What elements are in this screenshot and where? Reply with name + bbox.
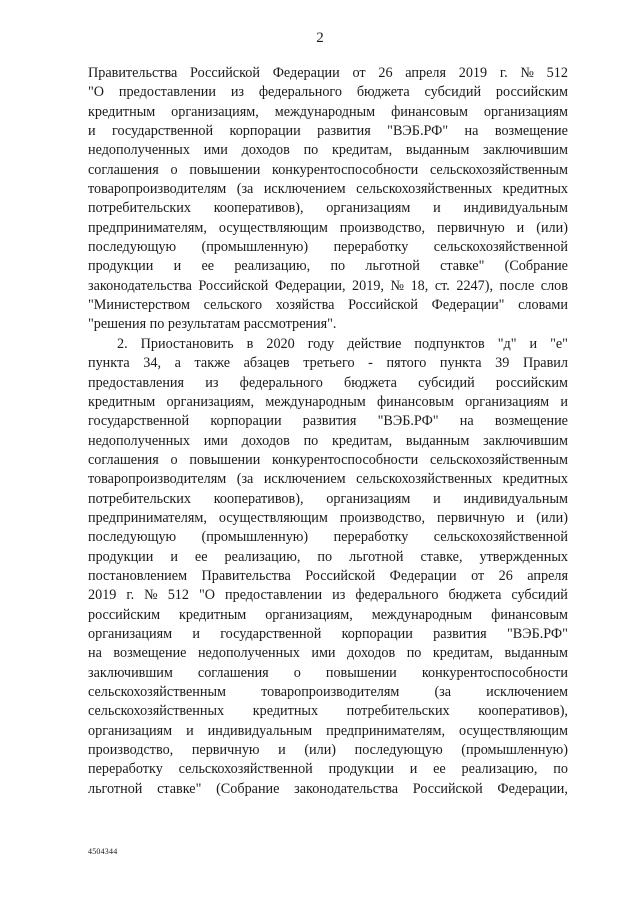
word: 18, xyxy=(410,277,429,294)
word: на xyxy=(464,123,479,140)
word: действие xyxy=(347,335,402,352)
word: "решения xyxy=(88,316,147,333)
text-line xyxy=(88,393,568,412)
text-line xyxy=(88,432,568,451)
word: федерального xyxy=(355,587,439,604)
text-line xyxy=(88,354,568,373)
word: пятого xyxy=(386,355,427,372)
word: последующую xyxy=(88,239,177,256)
word: кооперативов), xyxy=(213,200,304,217)
word: "О xyxy=(198,587,216,604)
word: № xyxy=(520,65,534,81)
text-line xyxy=(88,644,568,663)
word: повышении xyxy=(325,664,397,681)
word: ими xyxy=(203,432,228,449)
word: (или) xyxy=(536,509,568,526)
word: первичную xyxy=(191,742,260,759)
text-line xyxy=(88,296,568,315)
word: индивидуальным xyxy=(207,722,313,739)
word: сельскохозяйственным xyxy=(88,684,227,700)
word: "ВЭБ.РФ" xyxy=(506,625,568,642)
text-line xyxy=(88,780,568,799)
word: по xyxy=(330,258,346,275)
word: 2. xyxy=(117,335,128,352)
word: Правительства xyxy=(201,567,291,584)
word: также xyxy=(194,355,231,372)
word: товаропроизводителям xyxy=(88,471,227,488)
word: по xyxy=(303,432,319,449)
word: первичную xyxy=(437,219,505,236)
word: и xyxy=(516,219,525,236)
word: корпорации xyxy=(229,123,301,140)
text-line xyxy=(88,451,568,470)
word: "е" xyxy=(550,335,568,352)
text-line xyxy=(88,219,568,238)
word: возмещение xyxy=(113,645,187,662)
word: соглашения xyxy=(88,161,159,178)
word: ст. xyxy=(434,277,450,294)
word: сельскохозяйственных xyxy=(356,471,493,488)
word: Российской xyxy=(190,65,260,81)
document-id: 4504344 xyxy=(88,847,118,856)
word: заключившим xyxy=(483,142,568,159)
word: льготной xyxy=(88,780,143,797)
word: индивидуальным xyxy=(463,200,568,217)
word: организациям xyxy=(465,393,550,410)
word: ставке" xyxy=(157,780,202,797)
word: кредитных xyxy=(502,471,568,488)
word: Российской xyxy=(348,297,419,314)
word: третьего xyxy=(303,355,355,372)
text-line xyxy=(88,760,568,779)
text-line xyxy=(88,683,568,702)
word: переработку xyxy=(88,761,163,778)
word: корпорации xyxy=(341,625,413,642)
word: производство, xyxy=(339,219,426,236)
word: о xyxy=(170,161,178,178)
word: и xyxy=(88,123,96,140)
word: о xyxy=(293,664,301,681)
word: осуществляющим xyxy=(218,509,328,526)
text-line xyxy=(88,741,568,760)
word: возмещение xyxy=(494,413,568,430)
word: переработку xyxy=(333,239,409,256)
word: ее xyxy=(194,548,208,565)
text-line xyxy=(88,315,568,334)
word: пункта xyxy=(439,355,482,372)
word: выданным xyxy=(504,645,568,662)
word: году xyxy=(307,335,335,352)
word: и xyxy=(409,761,418,778)
word: - xyxy=(368,355,373,372)
word: недополученных xyxy=(88,432,190,449)
word: "Министерством xyxy=(88,297,190,314)
word: выданным xyxy=(405,432,470,449)
word: (за xyxy=(236,181,254,198)
text-line xyxy=(88,199,568,218)
word: исключением xyxy=(486,684,568,700)
word: конкурентоспособности xyxy=(272,451,419,468)
word: кредитным xyxy=(88,393,156,410)
word: реализацию, xyxy=(461,761,538,778)
word: из xyxy=(230,84,245,101)
word: "ВЭБ.РФ" xyxy=(387,123,449,140)
text-line xyxy=(88,664,568,683)
text-line xyxy=(88,238,568,257)
word: организациям, xyxy=(171,103,259,120)
word: сельскохозяйственной xyxy=(433,529,568,546)
word: Федерации, xyxy=(497,780,568,797)
word: недополученных xyxy=(88,142,190,159)
word: льготной xyxy=(349,548,404,565)
text-line xyxy=(88,161,568,180)
word: организациям xyxy=(88,722,173,739)
word: развития xyxy=(433,625,487,642)
text-line xyxy=(88,567,568,586)
word: по xyxy=(149,316,165,333)
word: кредитных xyxy=(252,703,319,720)
text-line xyxy=(88,412,568,431)
word: государственной xyxy=(220,625,322,642)
word: Российской xyxy=(305,567,376,584)
word: абзацев xyxy=(243,355,290,372)
word: результатам xyxy=(167,316,241,333)
word: финансовым xyxy=(491,606,568,623)
word: субсидий xyxy=(418,374,475,391)
text-line xyxy=(88,528,568,547)
word: кредитам, xyxy=(332,142,393,159)
word: российским xyxy=(495,374,568,391)
word: товаропроизводителям xyxy=(88,181,227,198)
word: (промышленную) xyxy=(461,742,568,759)
word: Федерации, xyxy=(274,277,346,294)
word: предоставлении xyxy=(225,587,323,604)
word: и xyxy=(433,490,441,507)
word: потребительских xyxy=(88,200,191,217)
word: 512 xyxy=(167,587,189,604)
word: последующую xyxy=(354,742,443,759)
word: государственной xyxy=(112,123,214,140)
word: исключением xyxy=(263,471,346,488)
word: 26 xyxy=(378,65,393,81)
word: товаропроизводителям xyxy=(261,684,400,700)
text-line xyxy=(88,509,568,528)
word: предоставления xyxy=(88,374,185,391)
word: переработку xyxy=(333,529,409,546)
word: после xyxy=(499,277,535,294)
word: повышении xyxy=(189,451,261,468)
word: корпорации xyxy=(210,413,282,430)
word: федерального xyxy=(239,374,323,391)
word: утвержденных xyxy=(479,548,568,565)
word: организациям, xyxy=(166,393,255,410)
word: осуществляющим xyxy=(459,722,568,739)
word: по xyxy=(303,142,319,159)
word: по xyxy=(317,548,333,565)
word: доходов xyxy=(241,142,290,159)
word: "О xyxy=(88,84,105,101)
word: международным xyxy=(274,103,376,120)
word: сельскохозяйственным xyxy=(429,161,568,178)
word: слов xyxy=(540,277,568,294)
word: (промышленную) xyxy=(201,529,309,546)
paragraph xyxy=(88,64,568,335)
word: первичную xyxy=(437,509,505,526)
word: пункта xyxy=(88,355,130,372)
word: и xyxy=(433,200,441,217)
word: на xyxy=(459,413,474,430)
word: г. xyxy=(499,65,508,81)
word: и xyxy=(170,548,178,565)
text-line xyxy=(88,586,568,605)
word: производство, xyxy=(339,509,426,526)
word: 26 xyxy=(498,567,513,584)
word: производство, xyxy=(88,742,174,759)
word: продукции xyxy=(328,761,394,778)
paragraph xyxy=(88,335,568,799)
word: (за xyxy=(236,471,254,488)
word: бюджета xyxy=(344,374,397,391)
word: от xyxy=(352,65,366,81)
text-line xyxy=(88,470,568,489)
text-line xyxy=(88,606,568,625)
word: недополученных xyxy=(197,645,300,662)
word: сельскохозяйственных xyxy=(356,181,493,198)
word: выданным xyxy=(405,142,470,159)
word: международным xyxy=(371,606,473,623)
word: заключившим xyxy=(483,432,568,449)
word: Федерации xyxy=(272,65,340,81)
word: (за xyxy=(434,684,452,700)
word: финансовым xyxy=(391,103,468,120)
word: 2247), xyxy=(456,277,493,294)
word: российским xyxy=(88,606,161,623)
word: от xyxy=(471,567,485,584)
text-line xyxy=(88,257,568,276)
word: сельскохозяйственной xyxy=(178,761,313,778)
word: и xyxy=(186,722,194,739)
word: словами xyxy=(518,297,568,314)
word: государственной xyxy=(88,413,190,430)
word: конкурентоспособности xyxy=(272,161,419,178)
page-number: 2 xyxy=(316,30,324,46)
word: сельского xyxy=(203,297,263,314)
word: 34, xyxy=(143,355,161,372)
word: подпунктов xyxy=(414,335,485,352)
word: Приостановить xyxy=(140,335,234,352)
word: кредитным xyxy=(179,606,247,623)
text-line xyxy=(88,374,568,393)
word: доходов xyxy=(241,432,290,449)
word: развития xyxy=(317,123,371,140)
word: субсидий xyxy=(511,587,568,604)
word: "д" xyxy=(497,335,517,352)
text-line xyxy=(88,180,568,199)
word: соглашения xyxy=(88,451,159,468)
word: организациям xyxy=(88,625,173,642)
word: и xyxy=(529,335,538,352)
word: последующую xyxy=(88,529,177,546)
text-line xyxy=(88,83,568,102)
word: бюджета xyxy=(356,84,410,101)
word: "ВЭБ.РФ" xyxy=(377,413,439,430)
word: (или) xyxy=(536,219,568,236)
word: потребительских xyxy=(88,490,191,507)
word: и xyxy=(173,258,182,275)
word: заключившим xyxy=(88,664,173,681)
word: сельскохозяйственным xyxy=(429,451,568,468)
word: международным xyxy=(265,393,366,410)
word: российским xyxy=(495,84,568,101)
word: исключением xyxy=(263,181,346,198)
word: и xyxy=(560,393,568,410)
word: продукции xyxy=(88,548,154,565)
text-line xyxy=(88,548,568,567)
text-line xyxy=(88,722,568,741)
word: продукции xyxy=(88,258,154,275)
word: законодательства xyxy=(294,780,399,797)
word: ставке" xyxy=(440,258,485,275)
word: организациям, xyxy=(265,606,353,623)
word: сельскохозяйственных xyxy=(88,703,225,720)
word: № xyxy=(390,277,405,294)
word: соглашения xyxy=(197,664,269,681)
word: предоставлении xyxy=(118,84,216,101)
word: о xyxy=(170,451,178,468)
word: хозяйства xyxy=(275,297,335,314)
word: Российской xyxy=(412,780,483,797)
word: потребительских xyxy=(346,703,450,720)
word: законодательства xyxy=(88,277,192,294)
text-line xyxy=(88,141,568,160)
word: доходов xyxy=(347,645,396,662)
word: повышении xyxy=(189,161,261,178)
word: развития xyxy=(302,413,357,430)
word: в xyxy=(246,335,254,352)
word: возмещение xyxy=(494,123,568,140)
word: рассмотрения". xyxy=(243,316,337,333)
word: Правил xyxy=(522,355,568,372)
word: ставке, xyxy=(420,548,463,565)
word: г. xyxy=(126,587,135,604)
word: льготной xyxy=(365,258,420,275)
word: сельскохозяйственной xyxy=(433,239,568,256)
word: предпринимателям, xyxy=(88,219,207,236)
word: бюджета xyxy=(448,587,502,604)
word: 2019 xyxy=(88,587,117,604)
word: кредитам, xyxy=(432,645,493,662)
word: индивидуальным xyxy=(463,490,568,507)
word: ими xyxy=(311,645,336,662)
word: постановлением xyxy=(88,567,188,584)
word: 512 xyxy=(546,65,568,81)
word: 2019, xyxy=(352,277,384,294)
word: апреля xyxy=(527,567,568,584)
word: кредитным xyxy=(88,103,156,120)
word: (Собрание xyxy=(504,258,568,275)
word: реализацию, xyxy=(234,258,311,275)
word: из xyxy=(205,374,219,391)
word: 39 xyxy=(495,355,510,372)
word: организациям xyxy=(326,200,411,217)
word: финансовым xyxy=(376,393,454,410)
text-line xyxy=(88,64,568,83)
text-line xyxy=(88,490,568,509)
word: Федерации" xyxy=(431,297,505,314)
word: по xyxy=(406,645,422,662)
text-line xyxy=(88,625,568,644)
word: реализацию, xyxy=(224,548,301,565)
word: конкурентоспособности xyxy=(421,664,568,681)
word: ее xyxy=(433,761,446,778)
word: на xyxy=(88,645,102,662)
word: ими xyxy=(203,142,228,159)
text-line xyxy=(88,702,568,721)
word: предпринимателям, xyxy=(326,722,446,739)
word: Правительства xyxy=(88,65,178,81)
text-line xyxy=(88,335,568,354)
word: по xyxy=(553,761,568,778)
word: 2019 xyxy=(458,65,488,81)
word: кооперативов), xyxy=(478,703,568,720)
word: (Собрание xyxy=(216,780,280,797)
text-line xyxy=(88,277,568,296)
word: кредитных xyxy=(502,181,568,198)
word: предпринимателям, xyxy=(88,509,207,526)
word: из xyxy=(332,587,346,604)
word: Федерации xyxy=(389,567,457,584)
word: (или) xyxy=(304,742,337,759)
word: федерального xyxy=(258,84,342,101)
word: и xyxy=(192,625,200,642)
text-line xyxy=(88,122,568,141)
word: а xyxy=(174,355,181,372)
word: № xyxy=(144,587,158,604)
word: и xyxy=(278,742,286,759)
word: (промышленную) xyxy=(201,239,309,256)
word: субсидий xyxy=(424,84,482,101)
word: ее xyxy=(201,258,215,275)
word: организациям xyxy=(483,103,568,120)
word: кооперативов), xyxy=(213,490,304,507)
word: апреля xyxy=(405,65,446,81)
text-line xyxy=(88,103,568,122)
word: осуществляющим xyxy=(218,219,328,236)
word: 2020 xyxy=(266,335,295,352)
document-body xyxy=(88,64,568,799)
word: кредитам, xyxy=(332,432,393,449)
word: и xyxy=(516,509,525,526)
word: организациям xyxy=(326,490,411,507)
word: Российской xyxy=(198,277,269,294)
